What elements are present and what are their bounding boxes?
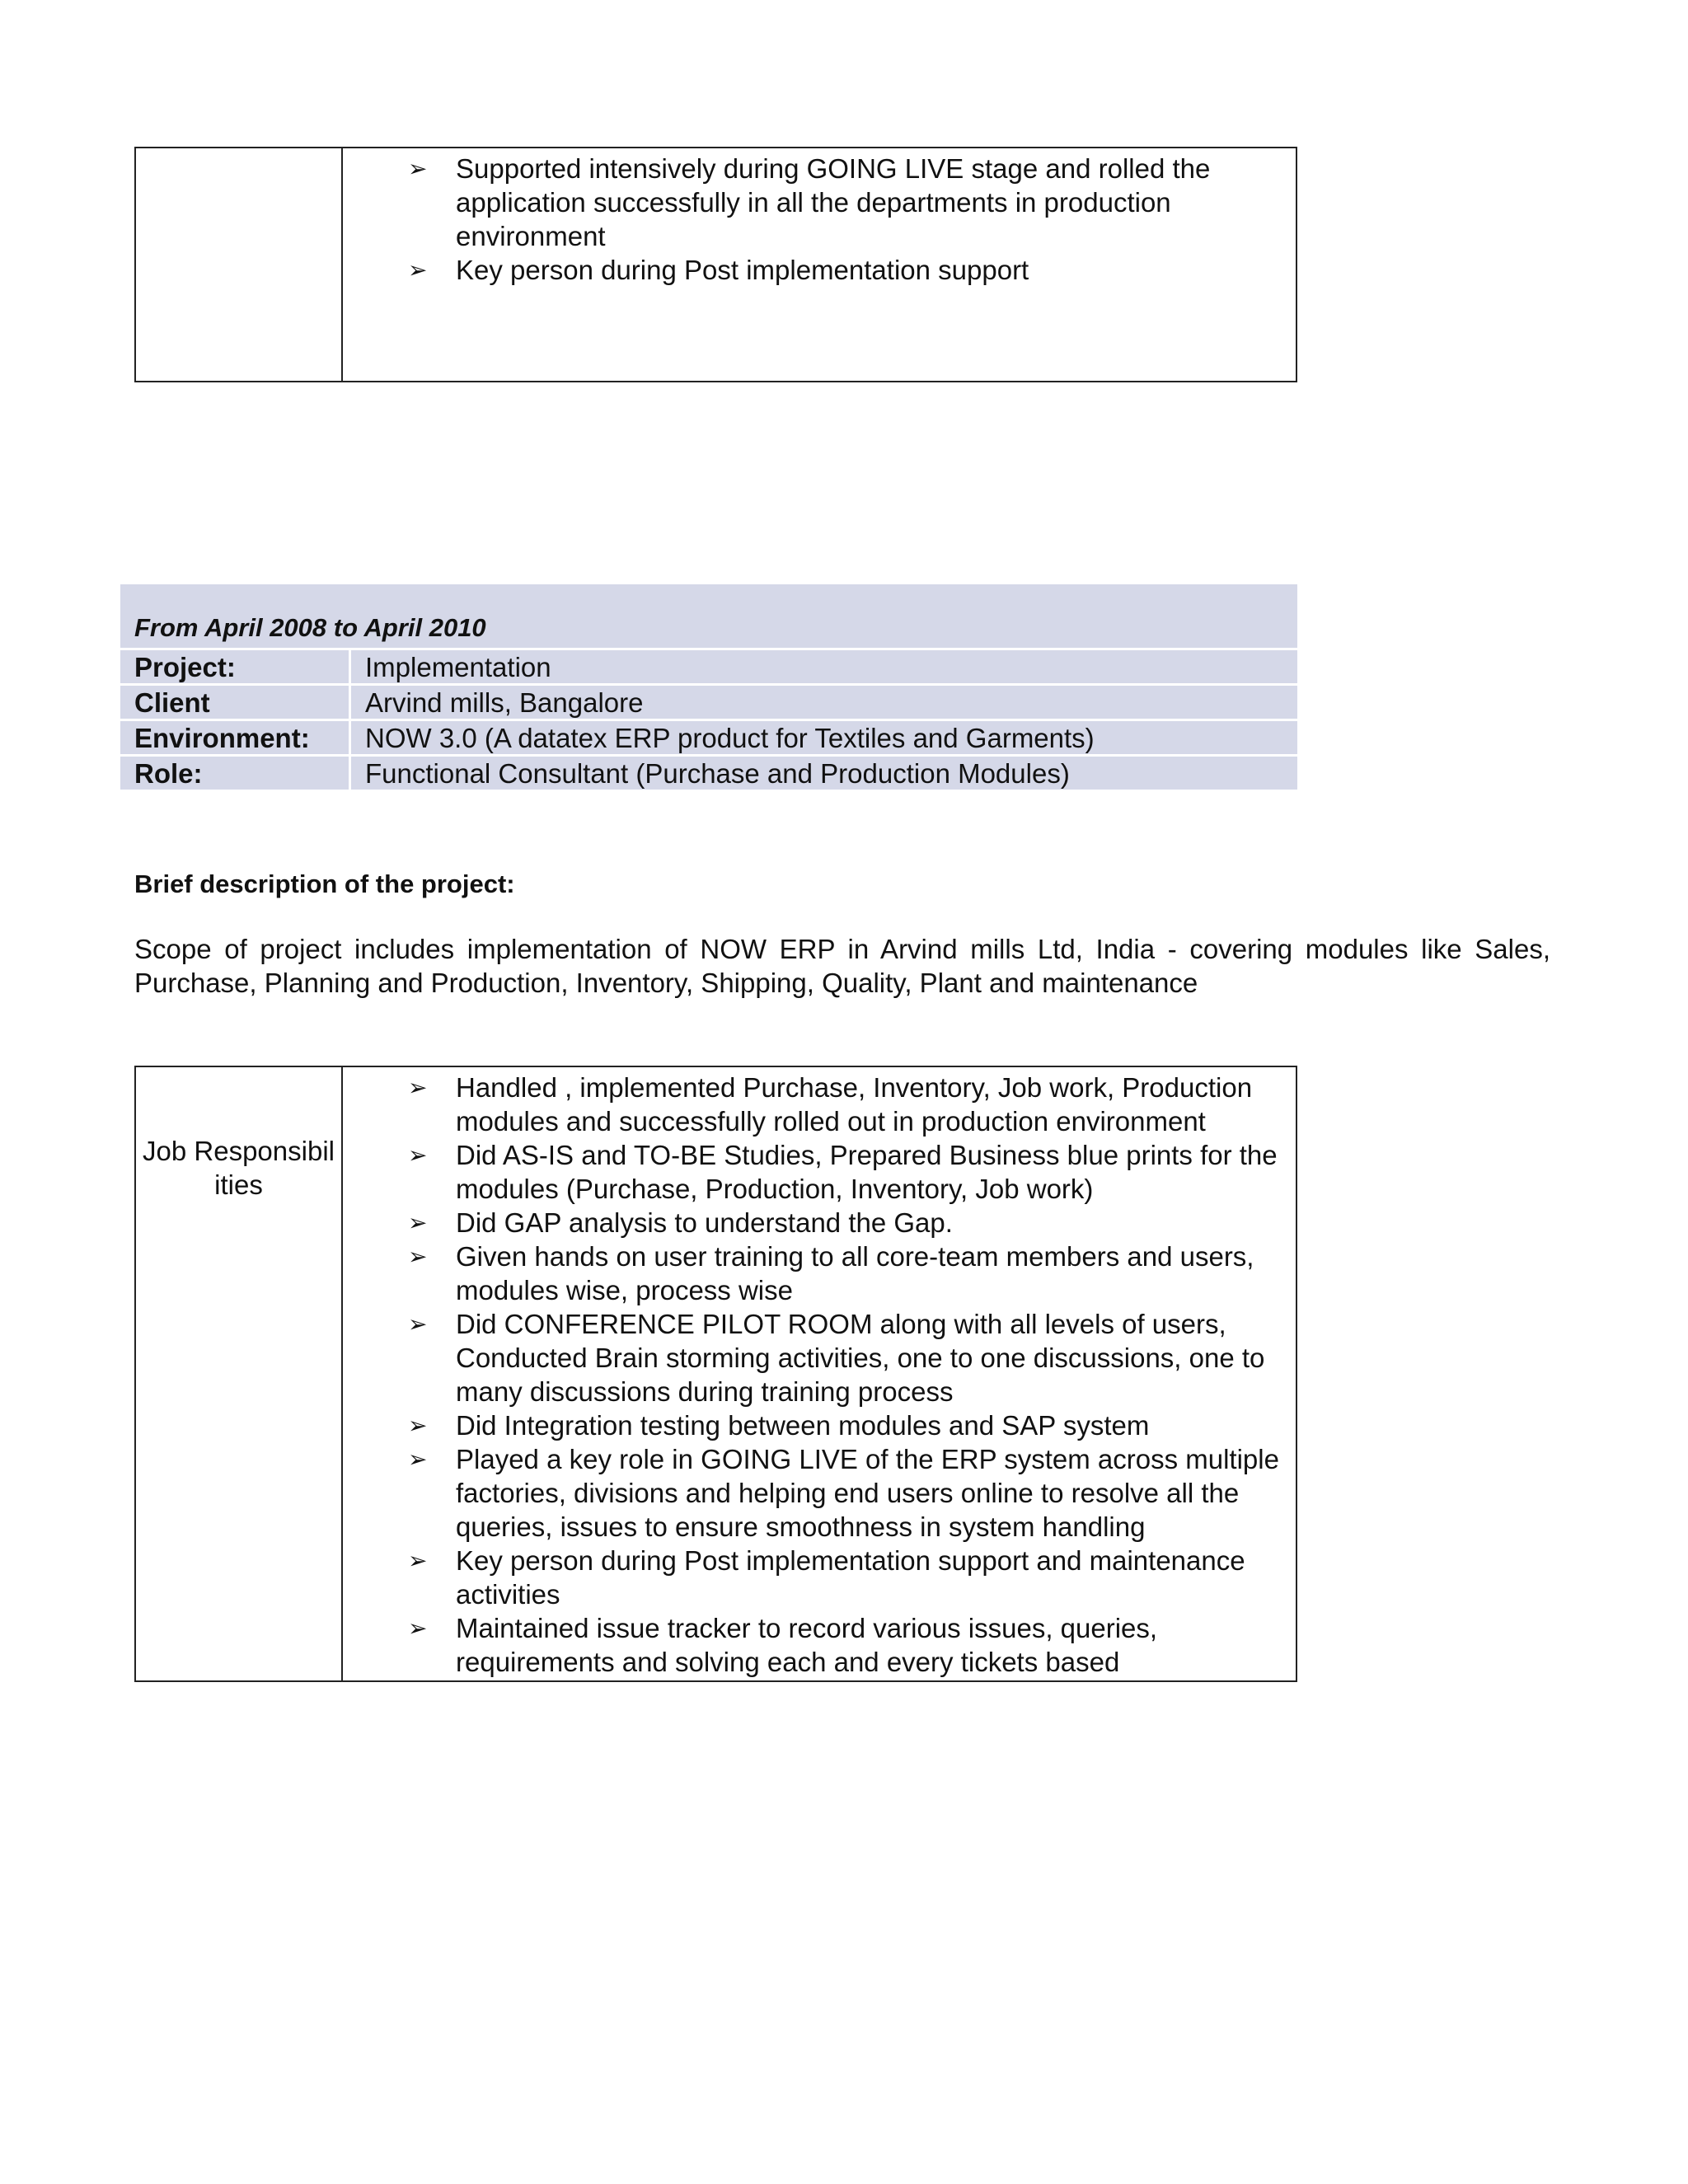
- bullet-text: Key person during Post implementation support and maintenance activities: [456, 1545, 1245, 1610]
- continuation-table-label-cell: [136, 148, 343, 381]
- list-item: [343, 1611, 1284, 1679]
- arrow-bullet-icon: ➢: [408, 256, 428, 284]
- scope-paragraph: Scope of project includes implementation of NOW ERP in Arvind mills Ltd, India - covering modules like Sales, Purchase, Planning and Production, Inventory, Shipping, Quality, Plant and maintenance: [134, 934, 1550, 998]
- info-value: Arvind mills, Bangalore: [365, 687, 644, 718]
- bullet-text: Played a key role in GOING LIVE of the ERP system across multiple factories, divisions and helping end users online to resolve all the queries, issues to ensure smoothness in system handling: [456, 1444, 1279, 1542]
- arrow-bullet-icon: ➢: [408, 1243, 428, 1270]
- list-item: [343, 1071, 1284, 1138]
- info-label: Project:: [120, 650, 351, 683]
- list-item: [343, 1206, 1284, 1240]
- list-item: [343, 1307, 1284, 1408]
- brief-description-heading: Brief description of the project:: [134, 869, 515, 898]
- continuation-table: [134, 147, 1297, 382]
- bullet-text: Maintained issue tracker to record various issues, queries, requirements and solving each and every tickets based: [456, 1613, 1158, 1677]
- responsibilities-bullet-list: [343, 1071, 1284, 1679]
- bullet-text: Given hands on user training to all core-team members and users, modules wise, process wise: [456, 1241, 1254, 1305]
- info-label: Client: [120, 686, 351, 719]
- project-info-block: [120, 584, 1297, 790]
- arrow-bullet-icon: ➢: [408, 1141, 428, 1169]
- info-label: Environment:: [120, 721, 351, 754]
- bullet-text: Did CONFERENCE PILOT ROOM along with all levels of users, Conducted Brain storming activities, one to one discussions, one to many discussions during training process: [456, 1309, 1265, 1407]
- info-row-environment: [120, 719, 1297, 754]
- list-item: [343, 1240, 1284, 1307]
- arrow-bullet-icon: ➢: [408, 1446, 428, 1473]
- continuation-table-content-cell: [343, 148, 1296, 381]
- job-responsibilities-table: [134, 1066, 1297, 1682]
- bullet-text: Did Integration testing between modules and SAP system: [456, 1410, 1150, 1441]
- info-value: NOW 3.0 (A datatex ERP product for Textiles and Garments): [365, 722, 1095, 753]
- bullet-text: Supported intensively during GOING LIVE stage and rolled the application successfully in all the departments in production environment: [456, 153, 1211, 251]
- info-value: Implementation: [365, 651, 551, 682]
- arrow-bullet-icon: ➢: [408, 1310, 428, 1338]
- info-label: Role:: [120, 757, 351, 790]
- list-item: [343, 253, 1284, 287]
- info-value: Functional Consultant (Purchase and Production Modules): [365, 757, 1070, 789]
- list-item: [343, 1408, 1284, 1442]
- job-responsibilities-content: [343, 1067, 1296, 1680]
- bullet-text: Did AS-IS and TO-BE Studies, Prepared Business blue prints for the modules (Purchase, Production, Inventory, Job work): [456, 1140, 1278, 1204]
- list-item: [343, 1138, 1284, 1206]
- list-item: [343, 152, 1284, 253]
- continuation-bullet-list: [343, 152, 1284, 287]
- list-item: [343, 1442, 1284, 1544]
- arrow-bullet-icon: ➢: [408, 1074, 428, 1101]
- arrow-bullet-icon: ➢: [408, 1615, 428, 1642]
- job-responsibilities-label: Job Responsibilities: [136, 1067, 343, 1680]
- info-row-client: [120, 683, 1297, 719]
- arrow-bullet-icon: ➢: [408, 1547, 428, 1574]
- bullet-text: Did GAP analysis to understand the Gap.: [456, 1207, 953, 1238]
- arrow-bullet-icon: ➢: [408, 1412, 428, 1439]
- arrow-bullet-icon: ➢: [408, 155, 428, 182]
- list-item: [343, 1544, 1284, 1611]
- bullet-text: Handled , implemented Purchase, Inventory, Job work, Production modules and successfully rolled out in production environment: [456, 1072, 1253, 1137]
- info-row-role: [120, 754, 1297, 790]
- info-row-project: [120, 648, 1297, 683]
- arrow-bullet-icon: ➢: [408, 1209, 428, 1236]
- project-period: From April 2008 to April 2010: [134, 613, 486, 642]
- bullet-text: Key person during Post implementation support: [456, 255, 1029, 285]
